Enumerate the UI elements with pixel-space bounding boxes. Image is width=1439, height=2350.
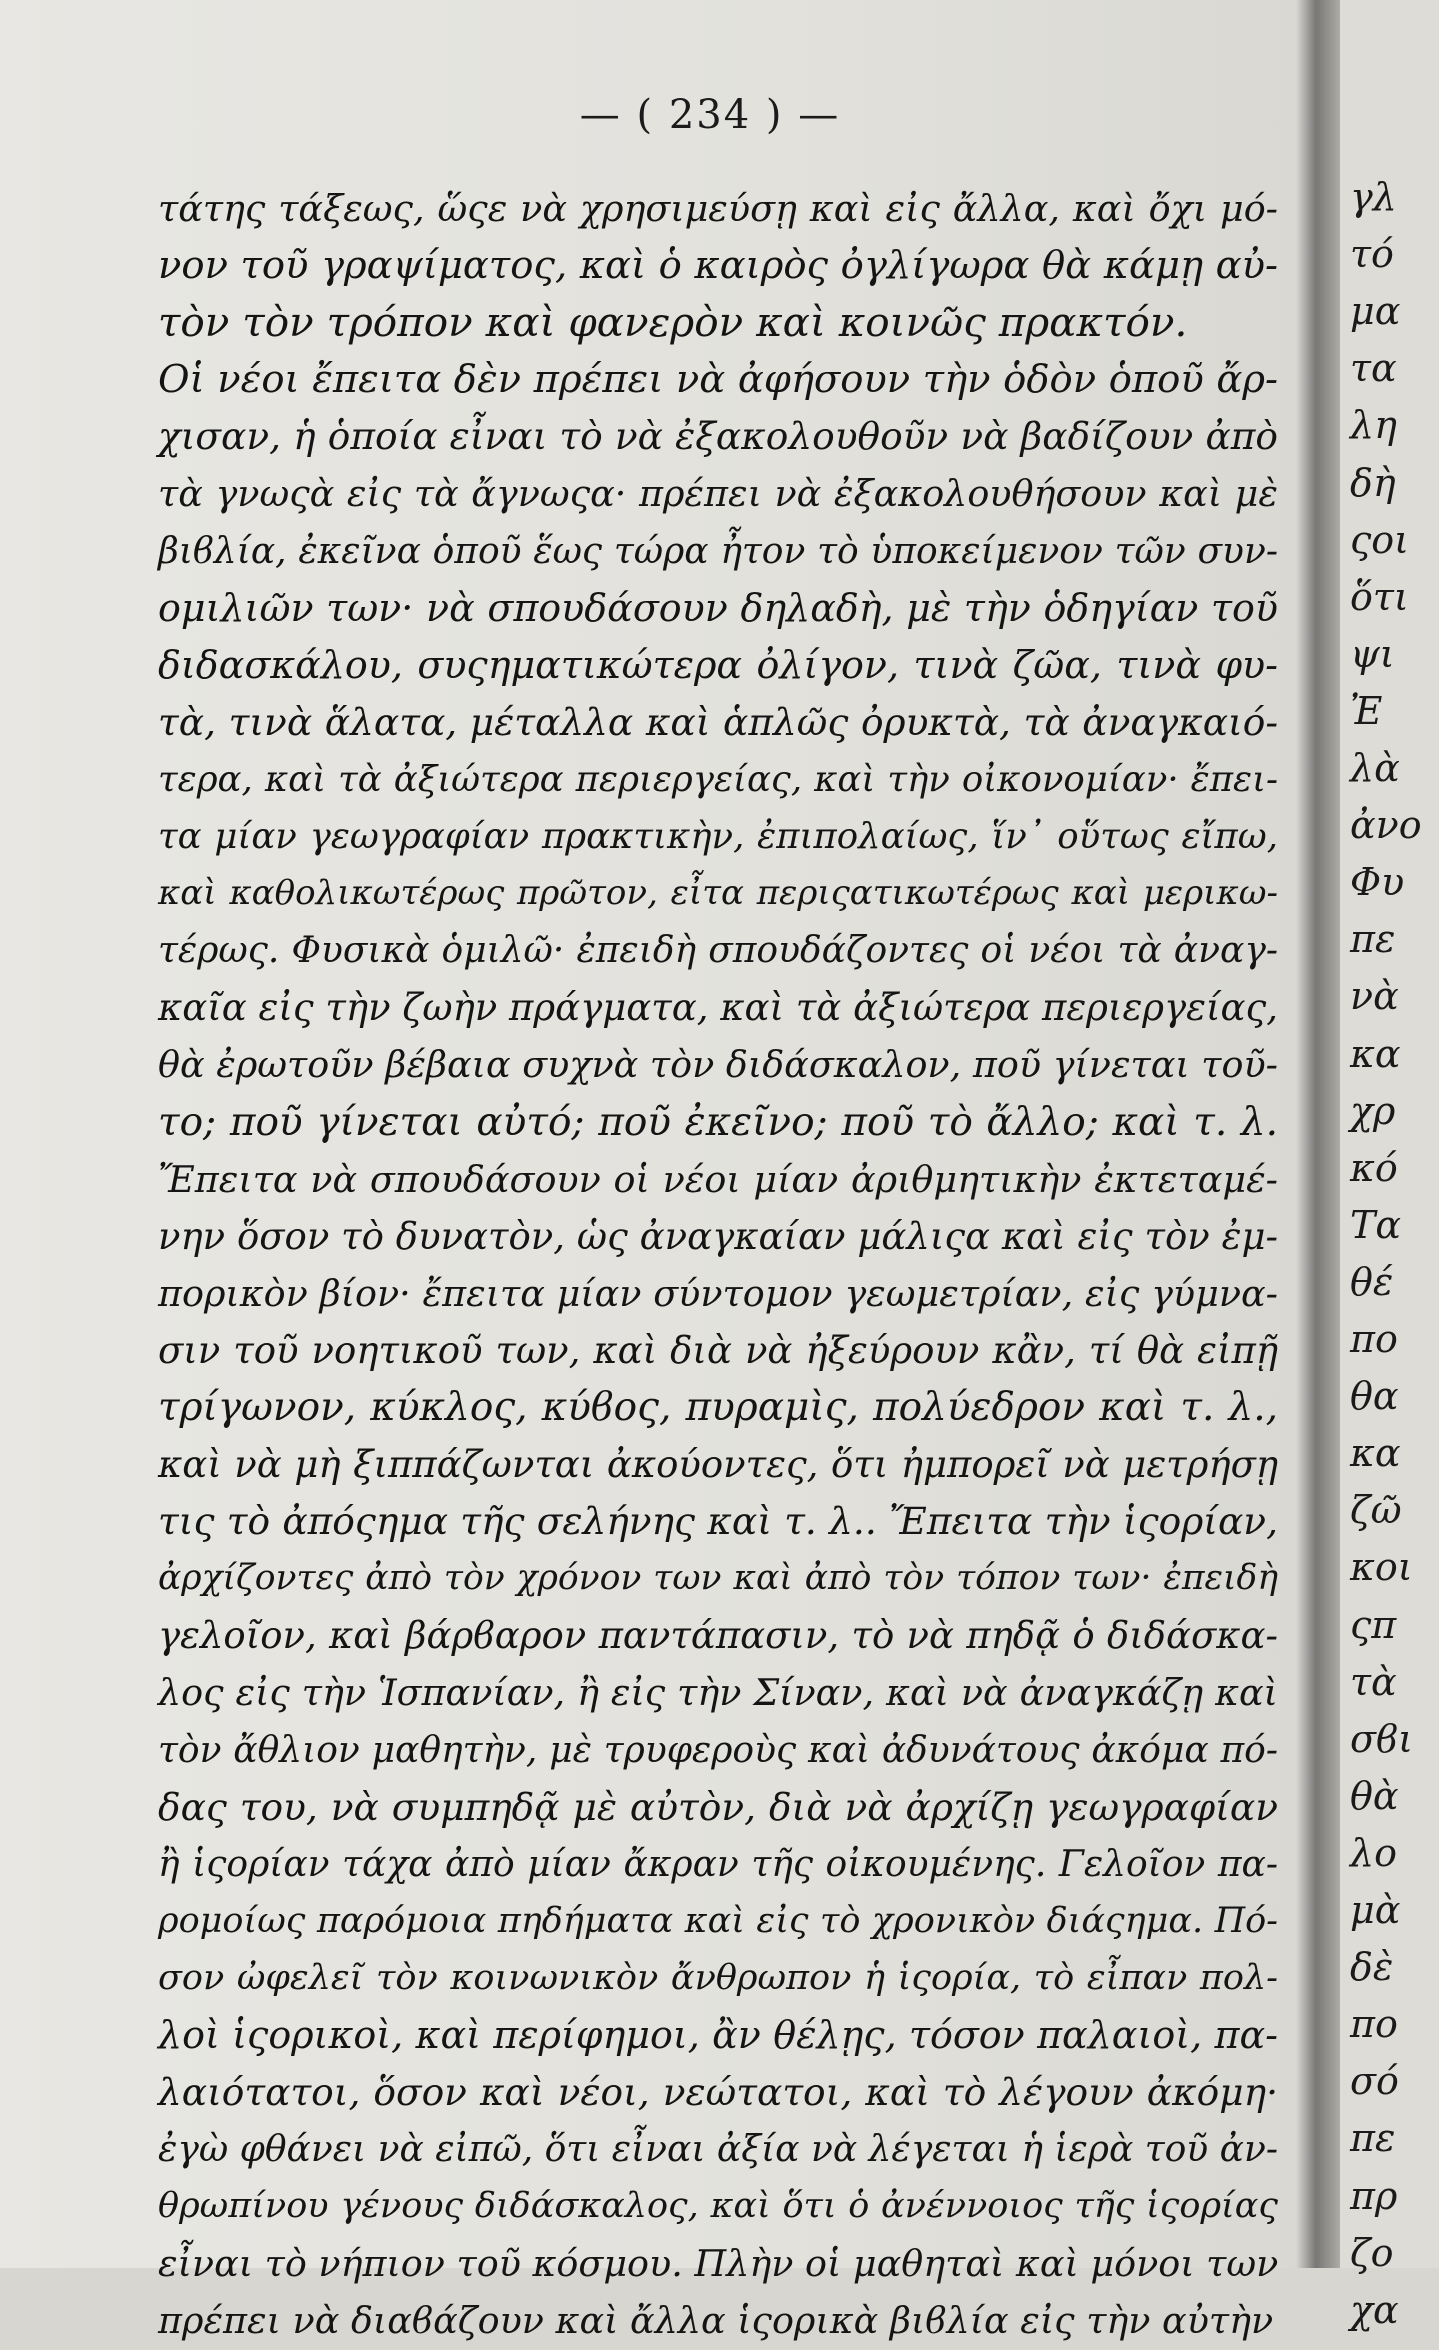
text-line: νον τοῦ γραψίματος, καὶ ὁ καιρὸς ὀγλίγωρα θὰ κάμῃ αὐ- — [158, 243, 1278, 289]
text-line: τὰ γνωςὰ εἰς τὰ ἄγνωςα· πρέπει νὰ ἐξακολουθήσουν καὶ μὲ — [158, 472, 1278, 516]
text-line: γελοῖον, καὶ βάρϐαρον παντάπασιν, τὸ νὰ πηδᾷ ὁ διδάσκα- — [158, 1614, 1278, 1658]
text-line: χισαν, ἡ ὁποία εἶναι τὸ νὰ ἐξακολουθοῦν νὰ βαδίζουν ἀπὸ — [158, 414, 1278, 459]
text-line: θὰ ἐρωτοῦν βέβαια συχνὰ τὸν διδάσκαλον, ποῦ γίνεται τοῦ- — [158, 1043, 1278, 1087]
facing-page-fragment: κό — [1350, 1145, 1398, 1190]
facing-page-fragment: Φυ — [1350, 860, 1405, 905]
facing-page-fragment: πε — [1350, 917, 1396, 962]
text-line: τρίγωνον, κύκλος, κύϐος, πυραμὶς, πολύεδρον καὶ τ. λ., — [158, 1384, 1278, 1430]
text-line: τὰ, τινὰ ἅλατα, μέταλλα καὶ ἁπλῶς ὀρυκτὰ, τὰ ἀναγκαιό- — [158, 699, 1278, 744]
facing-page-fragment: κα — [1350, 1431, 1401, 1476]
text-line: Ἔπειτα νὰ σπουδάσουν οἱ νέοι μίαν ἀριθμητικὴν ἐκτεταμέ- — [158, 1157, 1278, 1201]
book-gutter-shadow — [1296, 0, 1340, 2268]
text-line: δας του, νὰ συμπηδᾷ μὲ αὐτὸν, διὰ νὰ ἀρχίζῃ γεωγραφίαν — [158, 1784, 1278, 1829]
facing-page-fragment: Τα — [1350, 1202, 1402, 1247]
facing-page-fragment: μα — [1350, 289, 1401, 334]
facing-page-fragment: ψι — [1350, 631, 1395, 676]
facing-page-fragment: μὰ — [1350, 1888, 1401, 1932]
text-line: τάτης τάξεως, ὥςε νὰ χρησιμεύσῃ καὶ εἰς ἄλλα, καὶ ὄχι μό- — [158, 187, 1278, 230]
text-line: πρέπει νὰ διαϐάζουν καὶ ἄλλα ἱςορικὰ βιϐλία εἰς τὴν αὐτὴν — [158, 2299, 1274, 2343]
facing-page-fragment: δὴ — [1350, 460, 1396, 505]
facing-page-fragment: λὰ — [1350, 746, 1400, 790]
text-line: εἶναι τὸ νήπιον τοῦ κόσμου. Πλὴν οἱ μαθηταὶ καὶ μόνοι των — [158, 2242, 1279, 2286]
text-line: τις τὸ ἀπόςημα τῆς σελήνης καὶ τ. λ.. Ἔπειτα τὴν ἱςορίαν, — [158, 1499, 1278, 1544]
text-line: τὸν ἄθλιον μαθητὴν, μὲ τρυφεροὺς καὶ ἀδυνάτους ἀκόμα πό- — [158, 1729, 1278, 1771]
facing-page-fragment: λο — [1350, 1830, 1397, 1875]
text-line: ἀρχίζοντες ἀπὸ τὸν χρόνον των καὶ ἀπὸ τὸν τόπον των· ἐπειδὴ — [158, 1558, 1278, 1599]
facing-page-fragment: δὲ — [1350, 1945, 1394, 1990]
text-line: ἢ ἱςορίαν τάχα ἀπὸ μίαν ἄκραν τῆς οἰκουμένης. Γελοῖον πα- — [158, 1843, 1278, 1885]
facing-page-fragment: γλ — [1350, 175, 1397, 219]
text-line: τερα, καὶ τὰ ἀξιώτερα περιεργείας, καὶ τὴν οἰκονομίαν· ἔπει- — [158, 758, 1278, 800]
facing-page-fragment: ςοι — [1350, 517, 1410, 562]
text-line: τὸν τὸν τρόπον καὶ φανερὸν καὶ κοινῶς πρακτόν. — [158, 298, 1188, 347]
facing-page-fragment: χα — [1350, 2287, 1399, 2332]
text-line: καὶ καθολικωτέρως πρῶτον, εἶτα περιςατικωτέρως καὶ μερικω- — [158, 873, 1278, 914]
text-line: καὶ νὰ μὴ ξιππάζωνται ἀκούοντες, ὅτι ἠμπορεῖ νὰ μετρήσῃ — [158, 1443, 1278, 1487]
text-line: τα μίαν γεωγραφίαν πρακτικὴν, ἐπιπολαίως, ἵν᾽ οὕτως εἴπω, — [158, 816, 1278, 858]
text-line: τέρως. Φυσικὰ ὁμιλῶ· ἐπειδὴ σπουδάζοντες οἱ νέοι τὰ ἀναγ- — [158, 930, 1278, 972]
facing-page-fragment: Ἐ — [1350, 688, 1383, 733]
facing-page-fragment: κοι — [1350, 1545, 1413, 1590]
facing-page-edge — [1340, 0, 1439, 2332]
facing-page-fragment: λη — [1350, 403, 1397, 448]
text-line: λοὶ ἱςορικοὶ, καὶ περίφημοι, ἂν θέλῃς, τόσον παλαιοὶ, πα- — [158, 2013, 1278, 2057]
facing-page-fragment: ὅτι — [1350, 574, 1409, 619]
text-line: το; ποῦ γίνεται αὐτό; ποῦ ἐκεῖνο; ποῦ τὸ ἄλλο; καὶ τ. λ. — [158, 1099, 1278, 1145]
facing-page-fragment: ζο — [1350, 2230, 1394, 2275]
facing-page-fragment: πο — [1350, 1317, 1398, 1361]
page-number-header: — ( 234 ) — — [579, 92, 841, 138]
facing-page-fragment: ἀνο — [1350, 803, 1422, 848]
text-line: καῖα εἰς τὴν ζωὴν πράγματα, καὶ τὰ ἀξιώτερα περιεργείας, — [158, 986, 1278, 1030]
facing-page-fragment: ζῶ — [1350, 1488, 1402, 1533]
facing-page-fragment: νὰ — [1350, 974, 1399, 1019]
text-line: λαιότατοι, ὅσον καὶ νέοι, νεώτατοι, καὶ τὸ λέγουν ἀκόμη· — [158, 2070, 1278, 2115]
text-line: Οἱ νέοι ἔπειτα δὲν πρέπει νὰ ἀφήσουν τὴν ὁδὸν ὁποῦ ἄρ- — [158, 357, 1278, 403]
text-line: λος εἰς τὴν Ἱσπανίαν, ἢ εἰς τὴν Σίναν, καὶ νὰ ἀναγκάζῃ καὶ — [158, 1671, 1278, 1715]
facing-page-fragment: τό — [1350, 232, 1394, 277]
text-line: βιϐλία, ἐκεῖνα ὁποῦ ἕως τώρα ἦτον τὸ ὑποκείμενον τῶν συν- — [158, 530, 1278, 572]
facing-page-fragment: πο — [1350, 2002, 1398, 2047]
text-line: ομιλιῶν των· νὰ σπουδάσουν δηλαδὴ, μὲ τὴν ὁδηγίαν τοῦ — [158, 585, 1278, 630]
text-line: σον ὠφελεῖ τὸν κοινωνικὸν ἄνθρωπον ἡ ἱςορία, τὸ εἶπαν πολ- — [158, 1957, 1278, 1998]
facing-page-fragment: πε — [1350, 2116, 1396, 2161]
facing-page-fragment: πρ — [1350, 2173, 1398, 2218]
facing-page-fragment: θα — [1350, 1374, 1399, 1419]
facing-page-fragment: χρ — [1350, 1088, 1396, 1133]
text-line: πορικὸν βίον· ἔπειτα μίαν σύντομον γεωμετρίαν, εἰς γύμνα- — [158, 1271, 1278, 1315]
text-line: ἐγὼ φθάνει νὰ εἰπῶ, ὅτι εἶναι ἀξία νὰ λέγεται ἡ ἱερὰ τοῦ ἀν- — [158, 2129, 1278, 2171]
facing-page-fragment: τα — [1350, 346, 1397, 391]
facing-page-fragment: ςπ — [1350, 1602, 1397, 1647]
text-line: ρομοίως παρόμοια πηδήματα καὶ εἰς τὸ χρονικὸν διάςημα. Πό- — [158, 1900, 1278, 1941]
facing-page-fragment: θέ — [1350, 1259, 1394, 1304]
text-line: νην ὅσον τὸ δυνατὸν, ὡς ἀναγκαίαν μάλιςα καὶ εἰς τὸν ἐμ- — [158, 1214, 1278, 1258]
facing-page-fragment: τὰ — [1350, 1659, 1397, 1704]
text-line: θρωπίνου γένους διδάσκαλος, καὶ ὅτι ὁ ἀνέννοιος τῆς ἱςορίας — [158, 2186, 1278, 2227]
facing-page-fragment: σό — [1350, 2059, 1399, 2104]
text-line: διδασκάλου, συςηματικώτερα ὀλίγον, τινὰ ζῶα, τινὰ φυ- — [158, 642, 1278, 687]
facing-page-fragment: κα — [1350, 1031, 1401, 1076]
text-line: σιν τοῦ νοητικοῦ των, καὶ διὰ νὰ ἠξεύρουν κἂν, τί θὰ εἰπῇ — [158, 1328, 1278, 1372]
facing-page-fragment: θὰ — [1350, 1773, 1399, 1818]
facing-page-fragment: σϐι — [1350, 1716, 1413, 1761]
body-text — [158, 180, 1278, 2350]
